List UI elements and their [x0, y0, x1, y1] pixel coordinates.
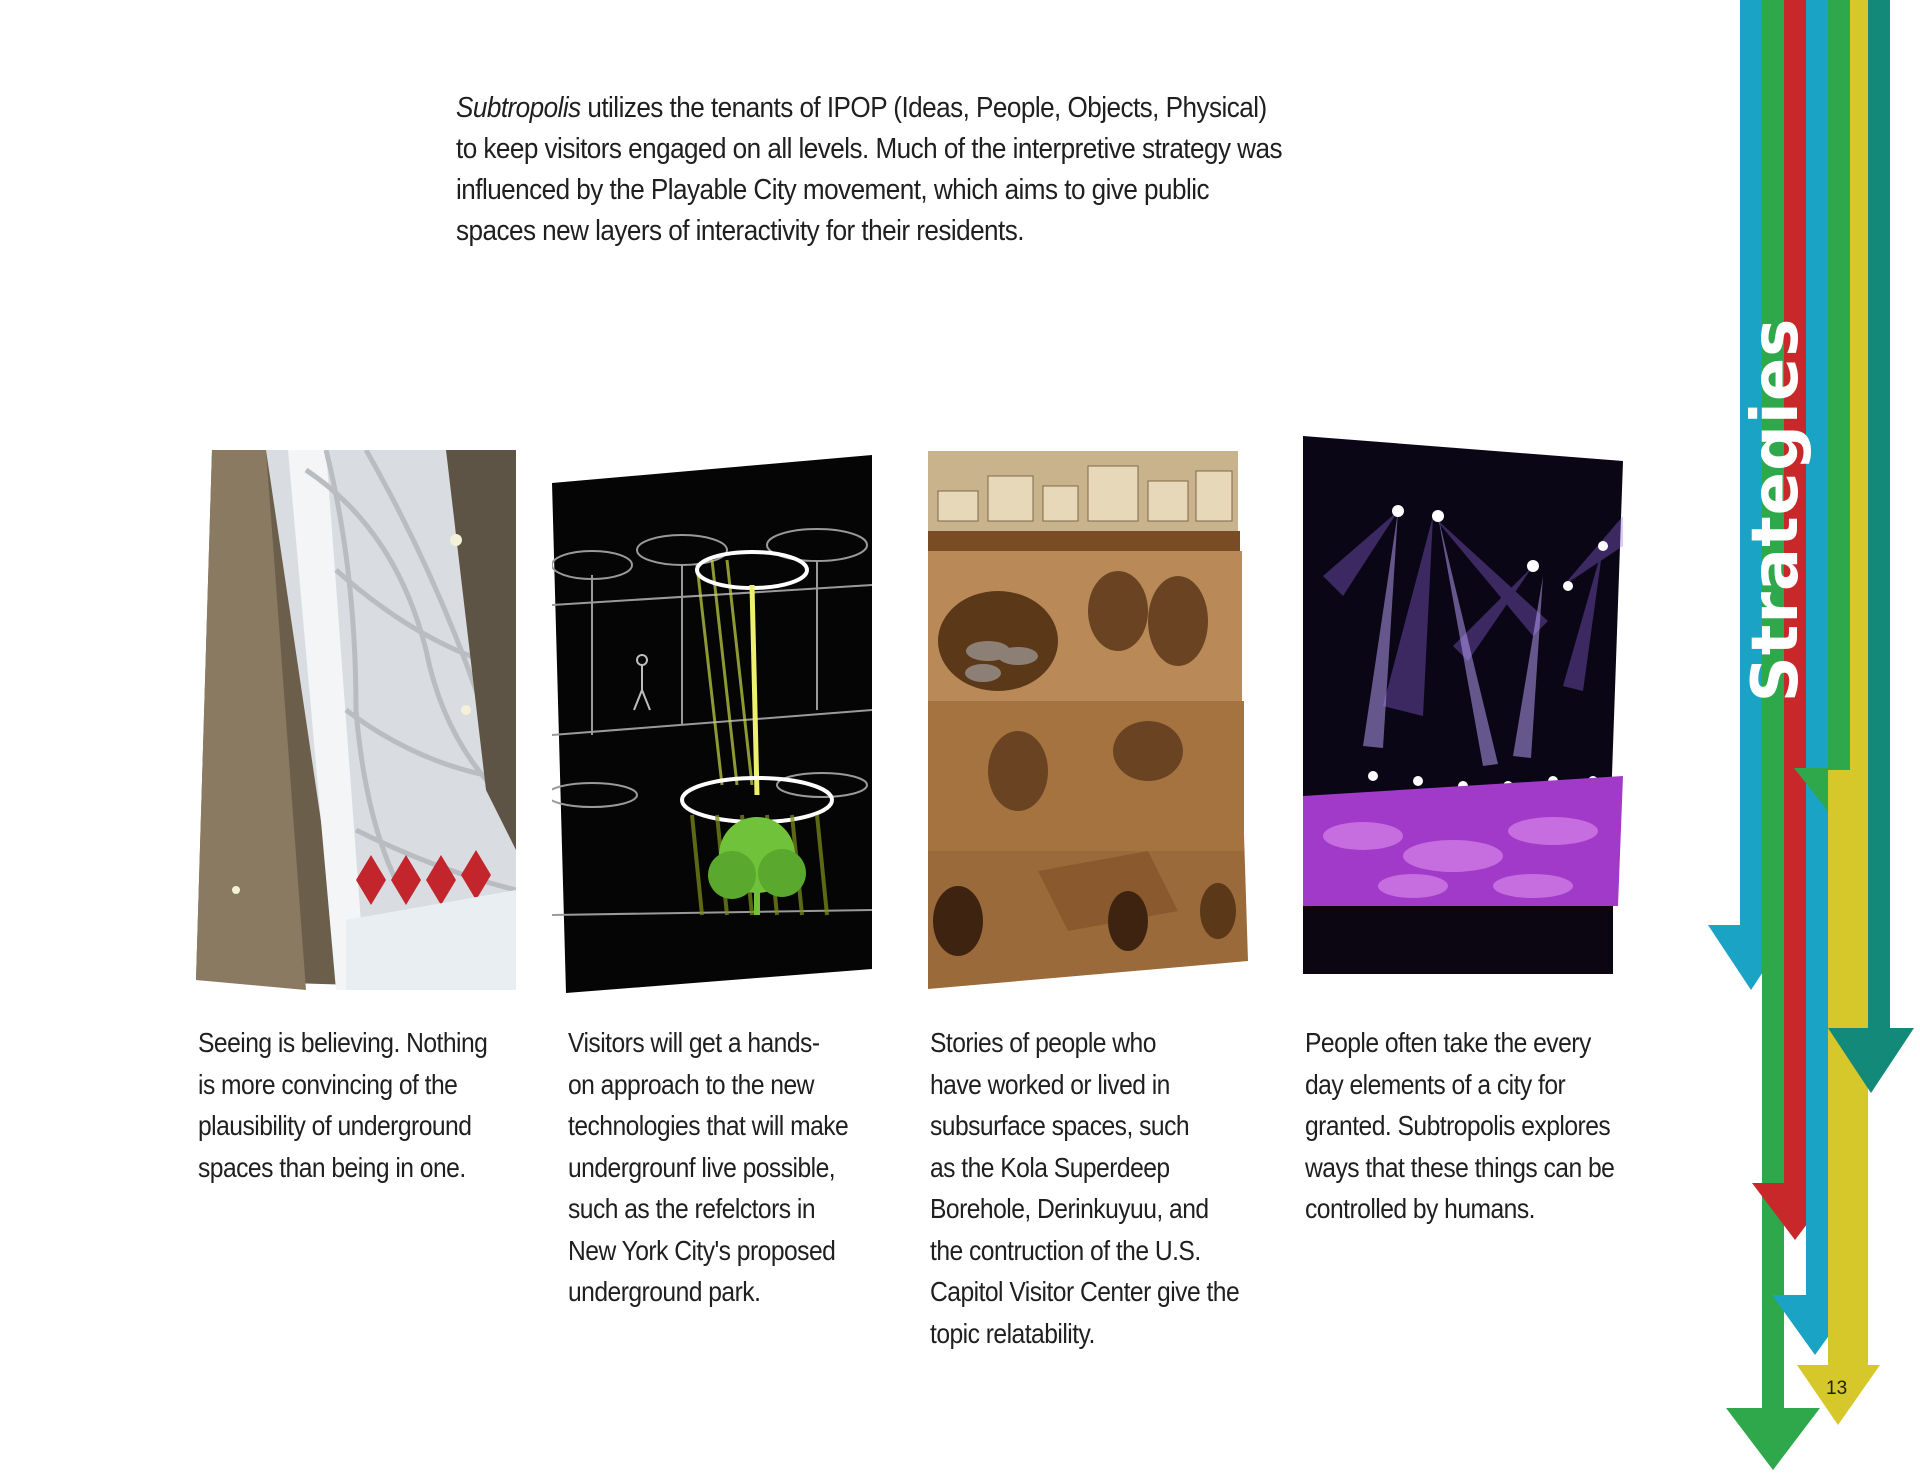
caption-line: such as the refelctors in	[568, 1193, 816, 1224]
underground-park-reflector-diagram	[552, 455, 872, 993]
decorative-arrow-stripes	[1700, 0, 1920, 1483]
caption-line: technologies that will make	[568, 1110, 849, 1141]
caption-line: plausibility of underground	[198, 1110, 472, 1141]
page-number: 13	[1826, 1378, 1848, 1399]
caption-line: New York City's proposed	[568, 1234, 836, 1266]
caption-line: on approach to the new	[568, 1068, 814, 1100]
card-4-caption	[1305, 1022, 1614, 1230]
caption-line: day elements of a city for	[1305, 1068, 1566, 1100]
section-title: Strategies	[1739, 317, 1813, 703]
caption-line: the contruction of the U.S.	[930, 1234, 1201, 1266]
caption-line: controlled by humans.	[1305, 1193, 1535, 1224]
caption-line: Seeing is believing. Nothing	[198, 1027, 488, 1058]
green-arrow-icon	[1726, 1408, 1820, 1470]
caption-line: as the Kola Superdeep	[930, 1151, 1170, 1183]
caption-line: undergrounf live possible,	[568, 1151, 836, 1183]
stage-lights-photo	[1303, 436, 1623, 974]
caption-line: is more convincing of the	[198, 1068, 458, 1100]
caption-line: have worked or lived in	[930, 1068, 1170, 1100]
caption-line: topic relatability.	[930, 1317, 1095, 1349]
card-2-image	[552, 455, 872, 993]
caption-line: Visitors will get a hands-	[568, 1027, 820, 1058]
caption-line: granted. Subtropolis explores	[1305, 1110, 1611, 1141]
card-1-image	[196, 450, 516, 990]
caption-line: Capitol Visitor Center give the	[930, 1276, 1240, 1307]
intro-text: utilizes the tenants of IPOP (Ideas, People, Objects, Physical) to keep visitors engaged on all levels. Much of the interpretive strategy was influenced by the Playable City movement, which aims to give public spaces new layers of interactivity for their residents.	[456, 92, 1282, 247]
caption-line: Borehole, Derinkuyuu, and	[930, 1193, 1209, 1224]
caption-line: subsurface spaces, such	[930, 1110, 1190, 1141]
card-4-image	[1303, 436, 1623, 974]
intro-paragraph	[456, 88, 1284, 252]
card-3-caption	[930, 1022, 1239, 1354]
card-1-caption	[198, 1022, 487, 1188]
intro-title-word: Subtropolis	[456, 92, 581, 124]
caption-line: Stories of people who	[930, 1027, 1156, 1058]
architecture-glass-atrium-photo	[196, 450, 516, 990]
caption-line: spaces than being in one.	[198, 1151, 466, 1183]
underground-city-cutaway-illustration	[928, 451, 1248, 989]
card-2-caption	[568, 1022, 848, 1313]
caption-line: ways that these things can be	[1305, 1151, 1615, 1183]
caption-line: underground park.	[568, 1276, 761, 1307]
card-3-image	[928, 451, 1248, 989]
caption-line: People often take the every	[1305, 1027, 1591, 1058]
